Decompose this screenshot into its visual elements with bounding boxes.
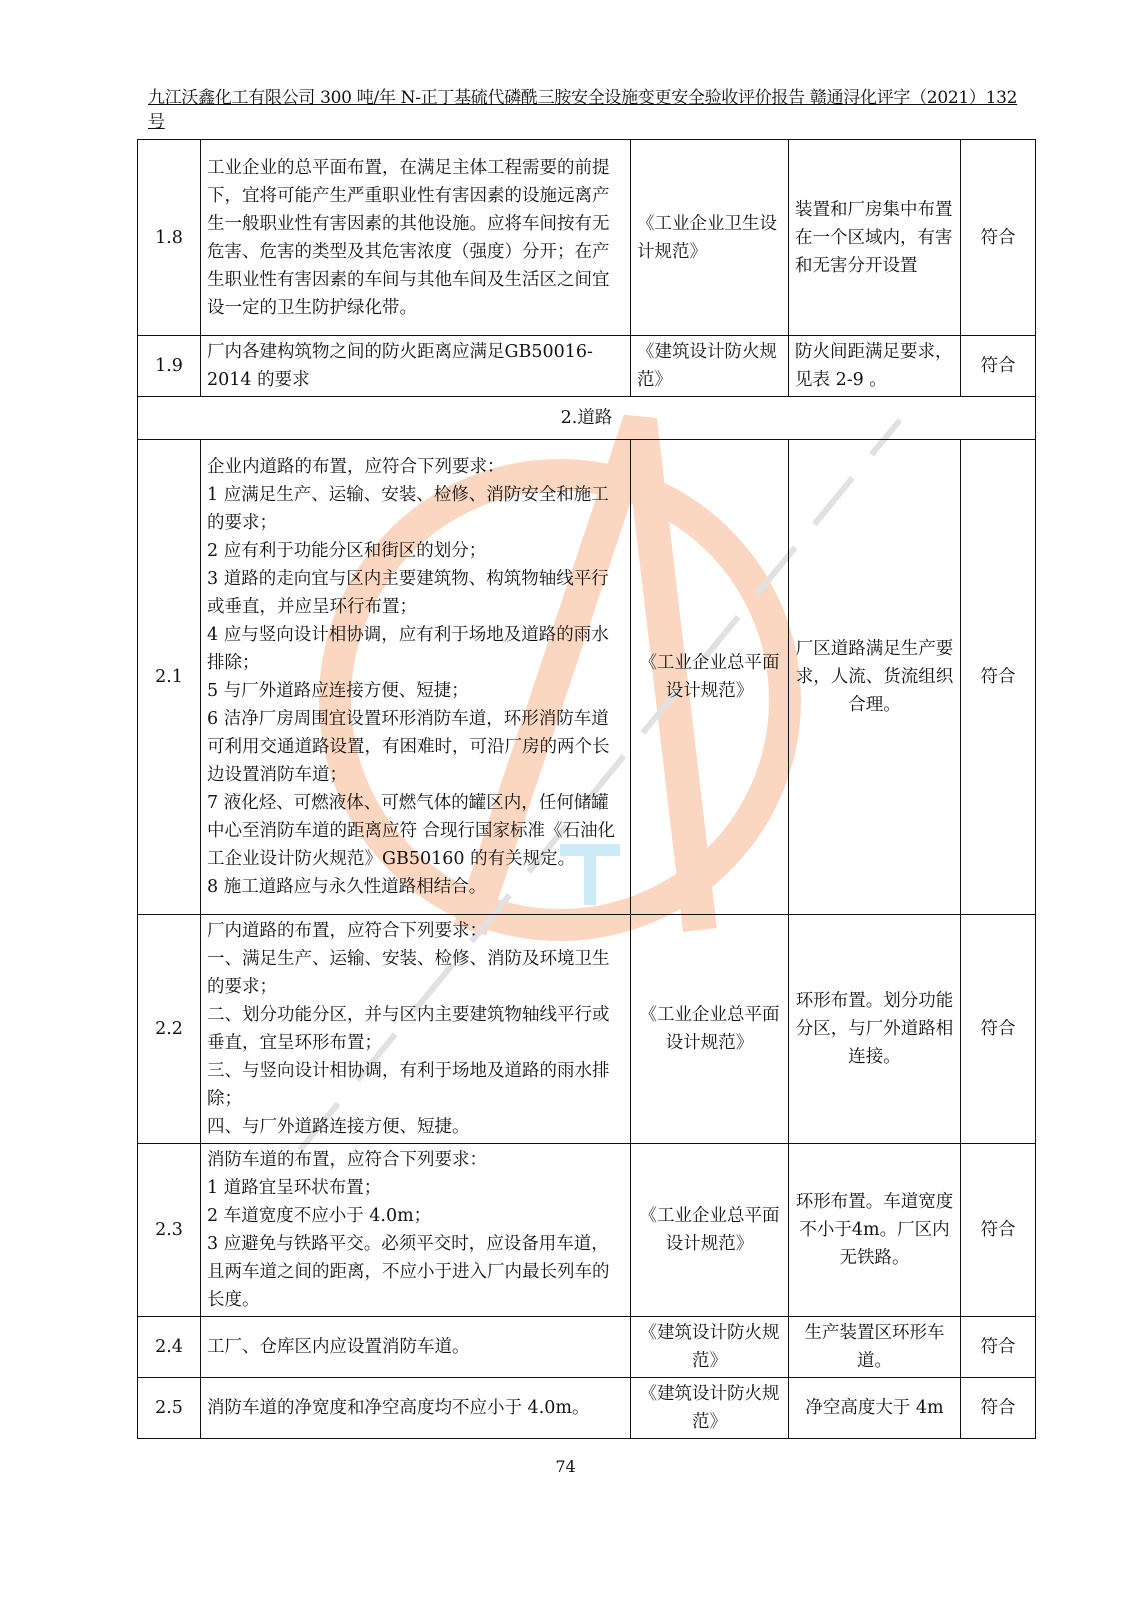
requirement-line: 消防车道的布置，应符合下列要求：: [207, 1150, 487, 1170]
page-number: 74: [555, 1457, 576, 1476]
result: 净空高度大于 4m: [789, 1378, 961, 1439]
requirement-line: 2 应有利于功能分区和街区的划分；: [207, 541, 487, 561]
result: 装置和厂房集中布置在一个区域内，有害和无害分开设置: [789, 140, 961, 336]
document-header: 九江沃鑫化工有限公司 300 吨/年 N-正丁基硫代磷酰三胺安全设施变更安全验收评价报告 赣通浔化评字（2021）132 号: [148, 88, 1018, 132]
page-body: [137, 139, 1035, 1476]
table-row: [138, 440, 1036, 915]
basis: 《建筑设计防火规范》: [631, 336, 789, 397]
requirement-line: 6 洁净厂房周围宜设置环形消防车道，环形消防车道可利用交通道路设置，有困难时，可沿厂房的两个长边设置消防车道；: [207, 709, 610, 785]
basis: 《建筑设计防火规范》: [631, 1317, 789, 1378]
conclusion: 符合: [961, 1378, 1036, 1439]
section-row: [138, 397, 1036, 440]
requirement-line: 厂内道路的布置，应符合下列要求：: [207, 921, 487, 941]
basis: 《工业企业卫生设计规范》: [631, 140, 789, 336]
table-row: [138, 140, 1036, 336]
item-number: 2.3: [138, 1144, 201, 1317]
item-number: 1.9: [138, 336, 201, 397]
requirement-line: 2 车道宽度不应小于 4.0m；: [207, 1206, 432, 1226]
basis: 《工业企业总平面设计规范》: [631, 440, 789, 915]
basis: 《工业企业总平面设计规范》: [631, 915, 789, 1144]
table-row: [138, 1144, 1036, 1317]
requirement: [201, 915, 631, 1144]
conclusion: 符合: [961, 440, 1036, 915]
basis: 《建筑设计防火规范》: [631, 1378, 789, 1439]
requirement-line: 1 应满足生产、运输、安装、检修、消防安全和施工的要求；: [207, 485, 609, 533]
item-number: 2.5: [138, 1378, 201, 1439]
conclusion: 符合: [961, 1317, 1036, 1378]
requirement: [201, 1144, 631, 1317]
requirement-line: 7 液化烃、可燃液体、可燃气体的罐区内，任何储罐中心至消防车道的距离应符 合现行国家标准《石油化工企业设计防火规范》GB50160 的有关规定。: [207, 793, 616, 869]
requirement-line: 4 应与竖向设计相协调，应有利于场地及道路的雨水排除；: [207, 625, 609, 673]
requirement-line: 一、满足生产、运输、安装、检修、消防及环境卫生的要求；: [207, 949, 610, 997]
requirement-line: 5 与厂外道路应连接方便、短捷；: [207, 681, 469, 701]
conclusion: 符合: [961, 336, 1036, 397]
requirement-line: 二、划分功能分区，并与区内主要建筑物轴线平行或垂直，宜呈环形布置；: [207, 1005, 610, 1053]
item-number: 2.1: [138, 440, 201, 915]
requirement-line: 三、与竖向设计相协调，有利于场地及道路的雨水排除；: [207, 1061, 610, 1109]
table-row: [138, 915, 1036, 1144]
conclusion: 符合: [961, 915, 1036, 1144]
requirement: 厂内各建构筑物之间的防火距离应满足GB50016-2014 的要求: [201, 336, 631, 397]
requirement: 工业企业的总平面布置，在满足主体工程需要的前提下，宜将可能产生严重职业性有害因素的设施远离产生一般职业性有害因素的其他设施。应将车间按有无危害、危害的类型及其危害浓度（强度）分开；在产生职业性有害因素的车间与其他车间及生活区之间宜设一定的卫生防护绿化带。: [201, 140, 631, 336]
requirement-line: 四、与厂外道路连接方便、短捷。: [207, 1117, 470, 1137]
requirement-line: 3 道路的走向宜与区内主要建筑物、构筑物轴线平行或垂直，并应呈环行布置；: [207, 569, 609, 617]
requirement: 消防车道的净宽度和净空高度均不应小于 4.0m。: [201, 1378, 631, 1439]
item-number: 1.8: [138, 140, 201, 336]
item-number: 2.4: [138, 1317, 201, 1378]
requirement-line: 8 施工道路应与永久性道路相结合。: [207, 877, 487, 897]
result: 防火间距满足要求，见表 2-9 。: [789, 336, 961, 397]
table-row: [138, 336, 1036, 397]
requirement-line: 3 应避免与铁路平交。必须平交时，应设备用车道，且两车道之间的距离，不应小于进入厂内最长列车的长度。: [207, 1234, 610, 1310]
result: 生产装置区环形车道。: [789, 1317, 961, 1378]
requirement-line: 企业内道路的布置，应符合下列要求：: [207, 457, 505, 477]
requirement: 工厂、仓库区内应设置消防车道。: [201, 1317, 631, 1378]
result: 厂区道路满足生产要求，人流、货流组织合理。: [789, 440, 961, 915]
inspection-table: [137, 139, 1036, 1439]
basis: 《工业企业总平面设计规范》: [631, 1144, 789, 1317]
item-number: 2.2: [138, 915, 201, 1144]
result: 环形布置。车道宽度不小于4m。厂区内无铁路。: [789, 1144, 961, 1317]
table-row: [138, 1378, 1036, 1439]
result: 环形布置。划分功能分区，与厂外道路相连接。: [789, 915, 961, 1144]
requirement: [201, 440, 631, 915]
requirement-line: 1 道路宜呈环状布置；: [207, 1178, 382, 1198]
table-row: [138, 1317, 1036, 1378]
section-title: 2.道路: [138, 397, 1036, 440]
conclusion: 符合: [961, 1144, 1036, 1317]
conclusion: 符合: [961, 140, 1036, 336]
